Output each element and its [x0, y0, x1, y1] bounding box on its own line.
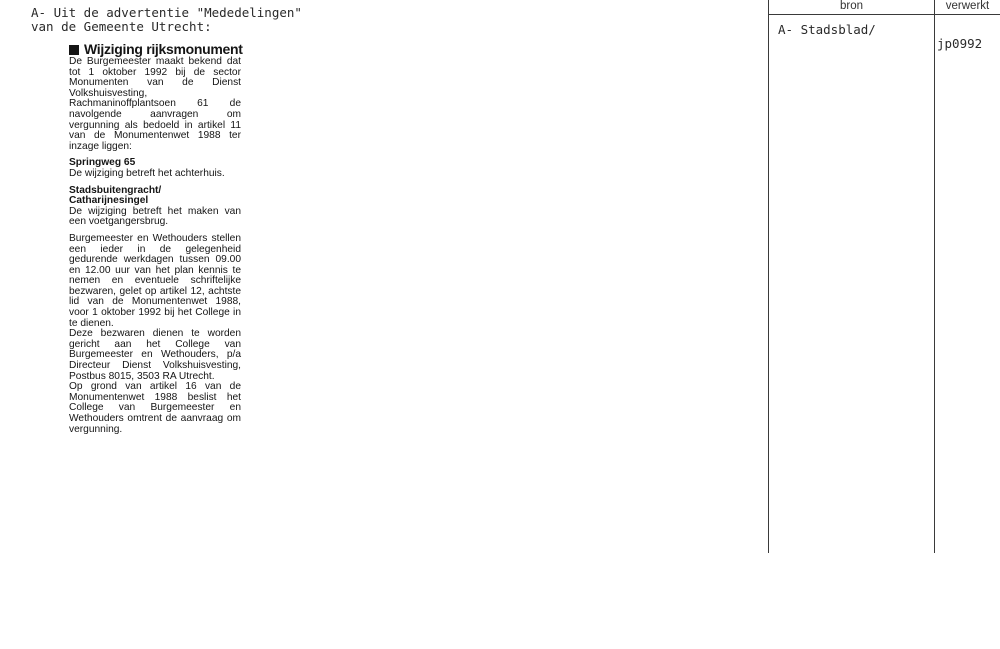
clipping-intro: De Burgemeester maakt bekend dat tot 1 oktober 1992 bij de sector Monumenten van de Dienst Volkshuisvesting, Rachmaninoffplantsoen 61 de navolgende aanvragen om vergunning als bedoeld in artikel 11 van de Monumentenwet 1988 ter inzage liggen: [69, 56, 241, 152]
column-header-verwerkt: verwerkt [945, 0, 990, 12]
clipping-heading [69, 41, 243, 57]
clipping-heading-text: Wijziging rijksmonument [84, 41, 243, 57]
clipping-item-1-title: Springweg 65 [69, 157, 136, 169]
table-left-border [768, 0, 769, 553]
newspaper-clipping [69, 41, 243, 435]
typed-header-line-1: A- Uit de advertentie "Mededelingen" [31, 5, 302, 20]
clipping-item-2 [69, 186, 241, 228]
clipping-item-2-title-line-2: Catharijnesingel [69, 195, 149, 207]
table-middle-border [934, 0, 935, 553]
clipping-item-2-text: De wijziging betreft het maken van een voetgangersbrug. [69, 205, 241, 228]
clipping-paragraph-3: Op grond van artikel 16 van de Monumentenwet 1988 beslist het College van Burgemeester en Wethouders omtrent de aanvraag om vergunning. [69, 381, 241, 435]
column-header-bron: bron [839, 0, 864, 12]
verwerkt-value: jp0992 [937, 36, 983, 51]
clipping-paragraph-2: Deze bezwaren dienen te worden gericht aan het College van Burgemeester en Wethouders, p/a Directeur Dienst Volkshuisvesting, Postbus 8015, 3503 RA Utrecht. [69, 328, 241, 382]
square-bullet-icon [69, 45, 79, 55]
clipping-item-1-text: De wijziging betreft het achterhuis. [69, 167, 225, 179]
clipping-paragraph-1: Burgemeester en Wethouders stellen een ieder in de gelegenheid gedurende werkdagen tussen 09.00 en 12.00 uur van het plan kennis te nemen en eventuele schriftelijke bezwaren, gelet op artikel 12, achtste lid van de Monumentenwet 1988, voor 1 oktober 1992 bij het College in te dienen. [69, 232, 241, 329]
clipping-item-1 [69, 158, 241, 179]
typed-header [31, 6, 302, 34]
typed-header-line-2: van de Gemeente Utrecht: [31, 19, 212, 34]
table-header-divider [768, 14, 1000, 15]
clipping-item-2-title-line-1: Stadsbuitengracht/ [69, 184, 162, 196]
bron-value: A- Stadsblad/ [778, 22, 876, 37]
